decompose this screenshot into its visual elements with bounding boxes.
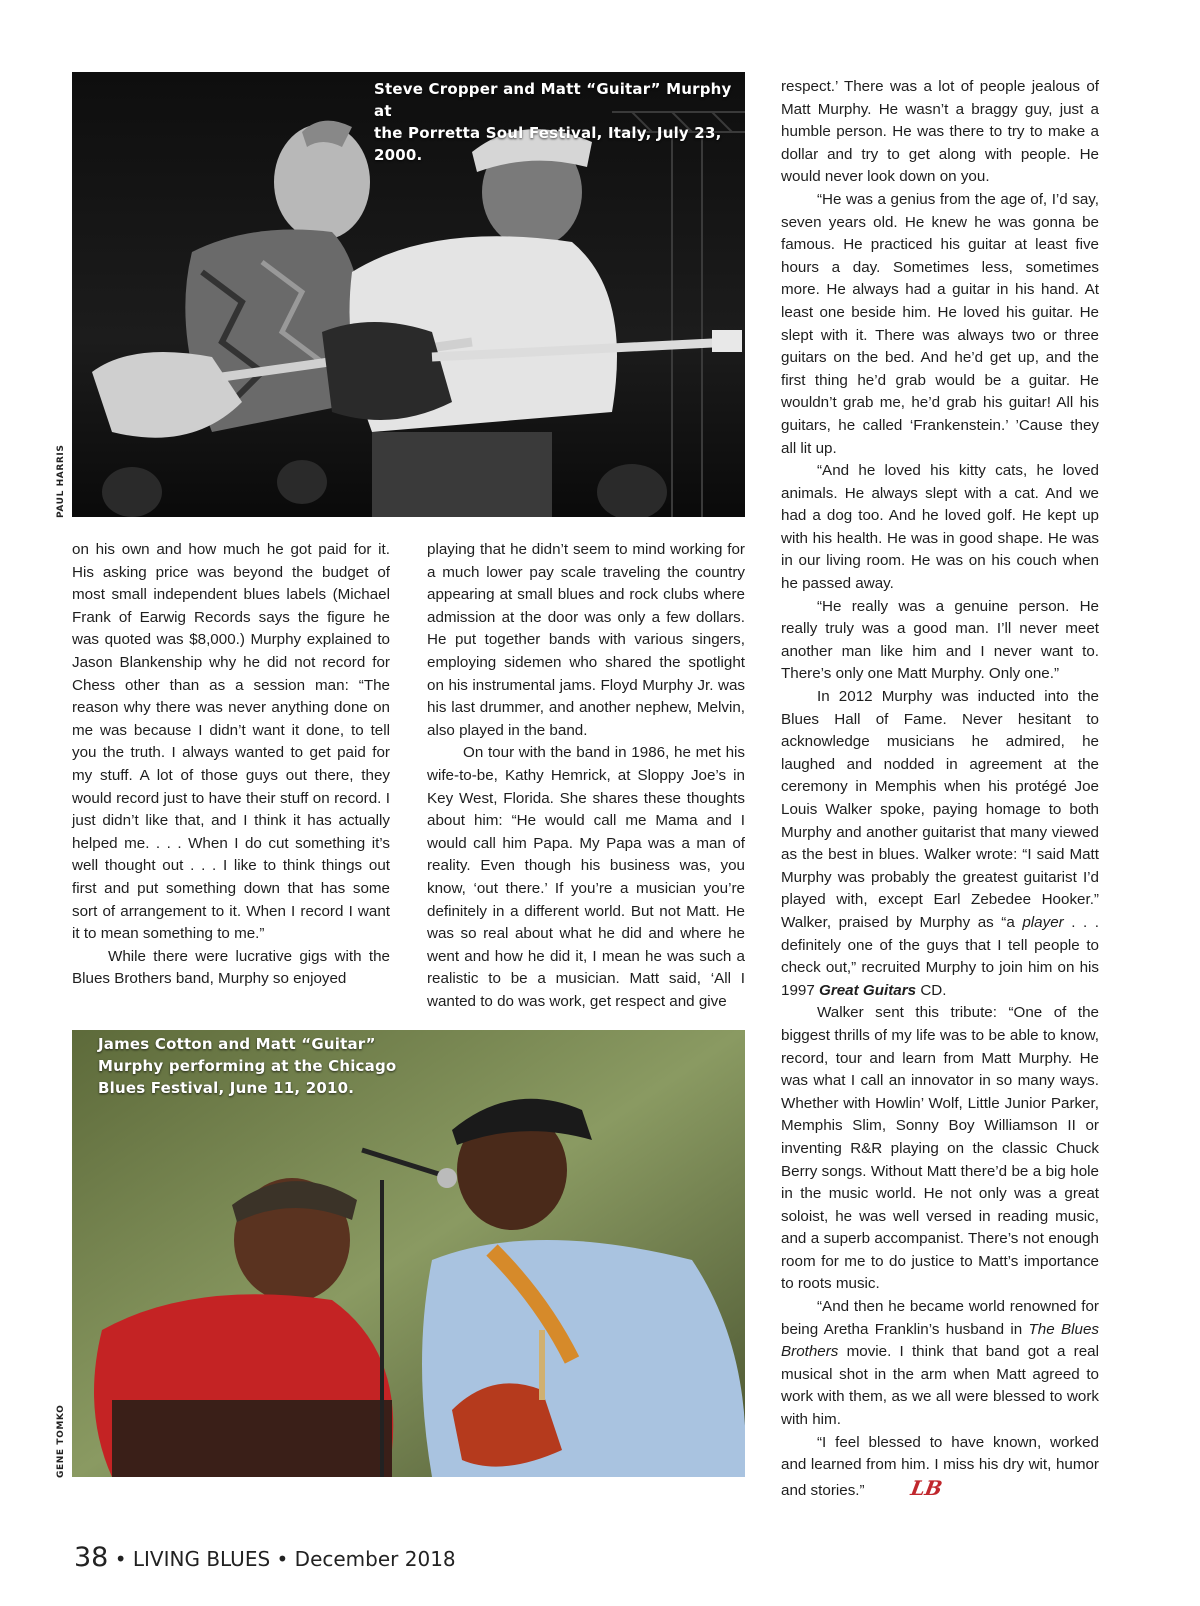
text-run: CD. xyxy=(916,981,947,999)
text-run: “And then he became world renowned for being Aretha Franklin’s husband in xyxy=(781,1298,1099,1338)
photo-credit-bottom: GENE TOMKO xyxy=(56,1404,66,1478)
paragraph xyxy=(781,1432,1099,1503)
footer-separator: • xyxy=(114,1547,127,1571)
caption-line: Steve Cropper and Matt “Guitar” Murphy at xyxy=(374,80,732,120)
paragraph: “He really was a genuine person. He really truly was a good man. I’ll never meet another man like him and I never want to. There’s only one Matt Murphy. Only one.” xyxy=(781,597,1099,683)
article-column-3 xyxy=(781,76,1099,1502)
paragraph: respect.’ There was a lot of people jealous of Matt Murphy. He wasn’t a braggy guy, just a humble person. He was there to try to make a dollar and try to get along with people. He would never look down on you. xyxy=(781,78,1099,186)
paragraph: playing that he didn’t seem to mind working for a much lower pay scale traveling the country appearing at small blues and rock clubs where admission at the door was only a few dollars. He put together bands with various singers, employing sidemen who shared the spotlight on his instrumental jams. Floyd Murphy Jr. was his last drummer, and another nephew, Melvin, also played in the band. xyxy=(427,541,745,739)
paragraph: On tour with the band in 1986, he met his wife-to-be, Kathy Hemrick, at Sloppy Joe’s in Key West, Florida. She shares these thoughts about him: “He would call me Mama and I would call him Papa. My Papa was a man of reality. Even though his business was, you know, ‘out there.’ If you’re a musician you’re definitely in a different world. But not Matt. He was so real about what he did and where he went and how he did it, I mean he was such a realistic to be a musician. Matt said, ‘All I wanted to do was work, get respect and give xyxy=(427,744,745,1010)
page-footer xyxy=(74,1542,456,1573)
issue-date: December 2018 xyxy=(294,1547,456,1571)
footer-separator: • xyxy=(276,1547,289,1571)
photo-cropper-murphy xyxy=(72,72,745,517)
page-number: 38 xyxy=(74,1542,109,1573)
paragraph: on his own and how much he got paid for it. His asking price was beyond the budget of most small independent blues labels (Michael Frank of Earwig Records says the figure he was quoted was $8,000.) Murphy explained to Jason Blankenship why he did not record for Chess other than as a session man: “The reason why there was never anything done on me was because I didn’t want it done, to tell you the truth. I always wanted to get paid for my stuff. A lot of those guys out there, they would record just to have their stuff on record. I just didn’t like that, and I think it has actually helped me. . . . When I do cut something it’s well thought out . . . I like to think things out first and put something down that has some sort of arrangement to it. When I record I want it to mean something to me.” xyxy=(72,541,390,943)
photo-caption-bottom xyxy=(98,1033,396,1099)
text-run: In 2012 Murphy was inducted into the Blues Hall of Fame. Never hesitant to acknowledge musicians he admired, he laughed and nodded in agreement at the ceremony in Memphis when his protégé Joe Louis Walker spoke, paying homage to both Murphy and another guitarist that many viewed as the best in blues. Walker wrote: “I said Matt Murphy was probably the greatest guitarist I’d played with, except Earl Zebedee Hooker.” Walker, praised by Murphy as “a xyxy=(781,688,1099,931)
caption-line: the Porretta Soul Festival, Italy, July 23, 2000. xyxy=(374,124,722,164)
article-column-2 xyxy=(427,539,745,1013)
paragraph: Walker sent this tribute: “One of the biggest thrills of my life was to be able to know, record, tour and learn from Matt Murphy. He was what I call an innovator in so many ways. Whether with Howlin’ Wolf, Little Junior Parker, Memphis Slim, Sonny Boy Williamson II or inventing R&R playing on the classic Chuck Berry songs. Without Matt there’d be a big hole in the music world. He not only was a great soloist, he was well versed in reading music, and a superb accompanist. There’s not enough room for me to do justice to Matt’s importance to roots music. xyxy=(781,1004,1099,1293)
album-title: Great Guitars xyxy=(819,981,917,999)
paragraph: “And he loved his kitty cats, he loved animals. He always slept with a cat. And we had a dog too. And he loved golf. He kept up with his health. He was in good shape. He was in our living room. He was on his couch when he passed away. xyxy=(781,462,1099,593)
paragraph xyxy=(781,1296,1099,1432)
text-run: . . . definitely one of the guys that I tell people to check out,” recruited Murphy to join him on his 1997 xyxy=(781,913,1099,999)
text-run: movie. I think that band got a real musical shot in the arm when Matt agreed to work with them, as we all were blessed to work with him. xyxy=(781,1343,1099,1429)
movie-title: The Blues Brothers xyxy=(781,1320,1099,1361)
caption-line: Blues Festival, June 11, 2010. xyxy=(98,1079,355,1097)
caption-line: James Cotton and Matt “Guitar” xyxy=(98,1035,376,1053)
magazine-name: LIVING BLUES xyxy=(132,1547,271,1571)
paragraph xyxy=(781,686,1099,1002)
article-column-1 xyxy=(72,539,390,991)
photo-caption-top xyxy=(374,78,745,166)
photo-cotton-murphy xyxy=(72,1030,745,1477)
text-run: “I feel blessed to have known, worked and learned from him. I miss his dry wit, humor and stories.” xyxy=(781,1433,1099,1499)
paragraph: “He was a genius from the age of, I’d say, seven years old. He knew he was gonna be famous. He practiced his guitar at least five hours a day. Sometimes less, sometimes more. He always had a guitar in his hand. At least one beside him. He loved his guitar. He slept with it. There was always two or three guitars on the bed. And he’d get up, and the first thing he’d grab would be a guitar. He wouldn’t grab me, he’d grab his guitar! All his guitars, he called ‘Frankenstein.’ ’Cause they all lit up. xyxy=(781,190,1099,457)
caption-line: Murphy performing at the Chicago xyxy=(98,1057,397,1075)
end-mark-logo: LB xyxy=(908,1475,944,1500)
photo-credit-top: PAUL HARRIS xyxy=(56,444,66,518)
emphasis-player: player xyxy=(1022,913,1064,931)
paragraph: While there were lucrative gigs with the Blues Brothers band, Murphy so enjoyed xyxy=(72,947,390,988)
